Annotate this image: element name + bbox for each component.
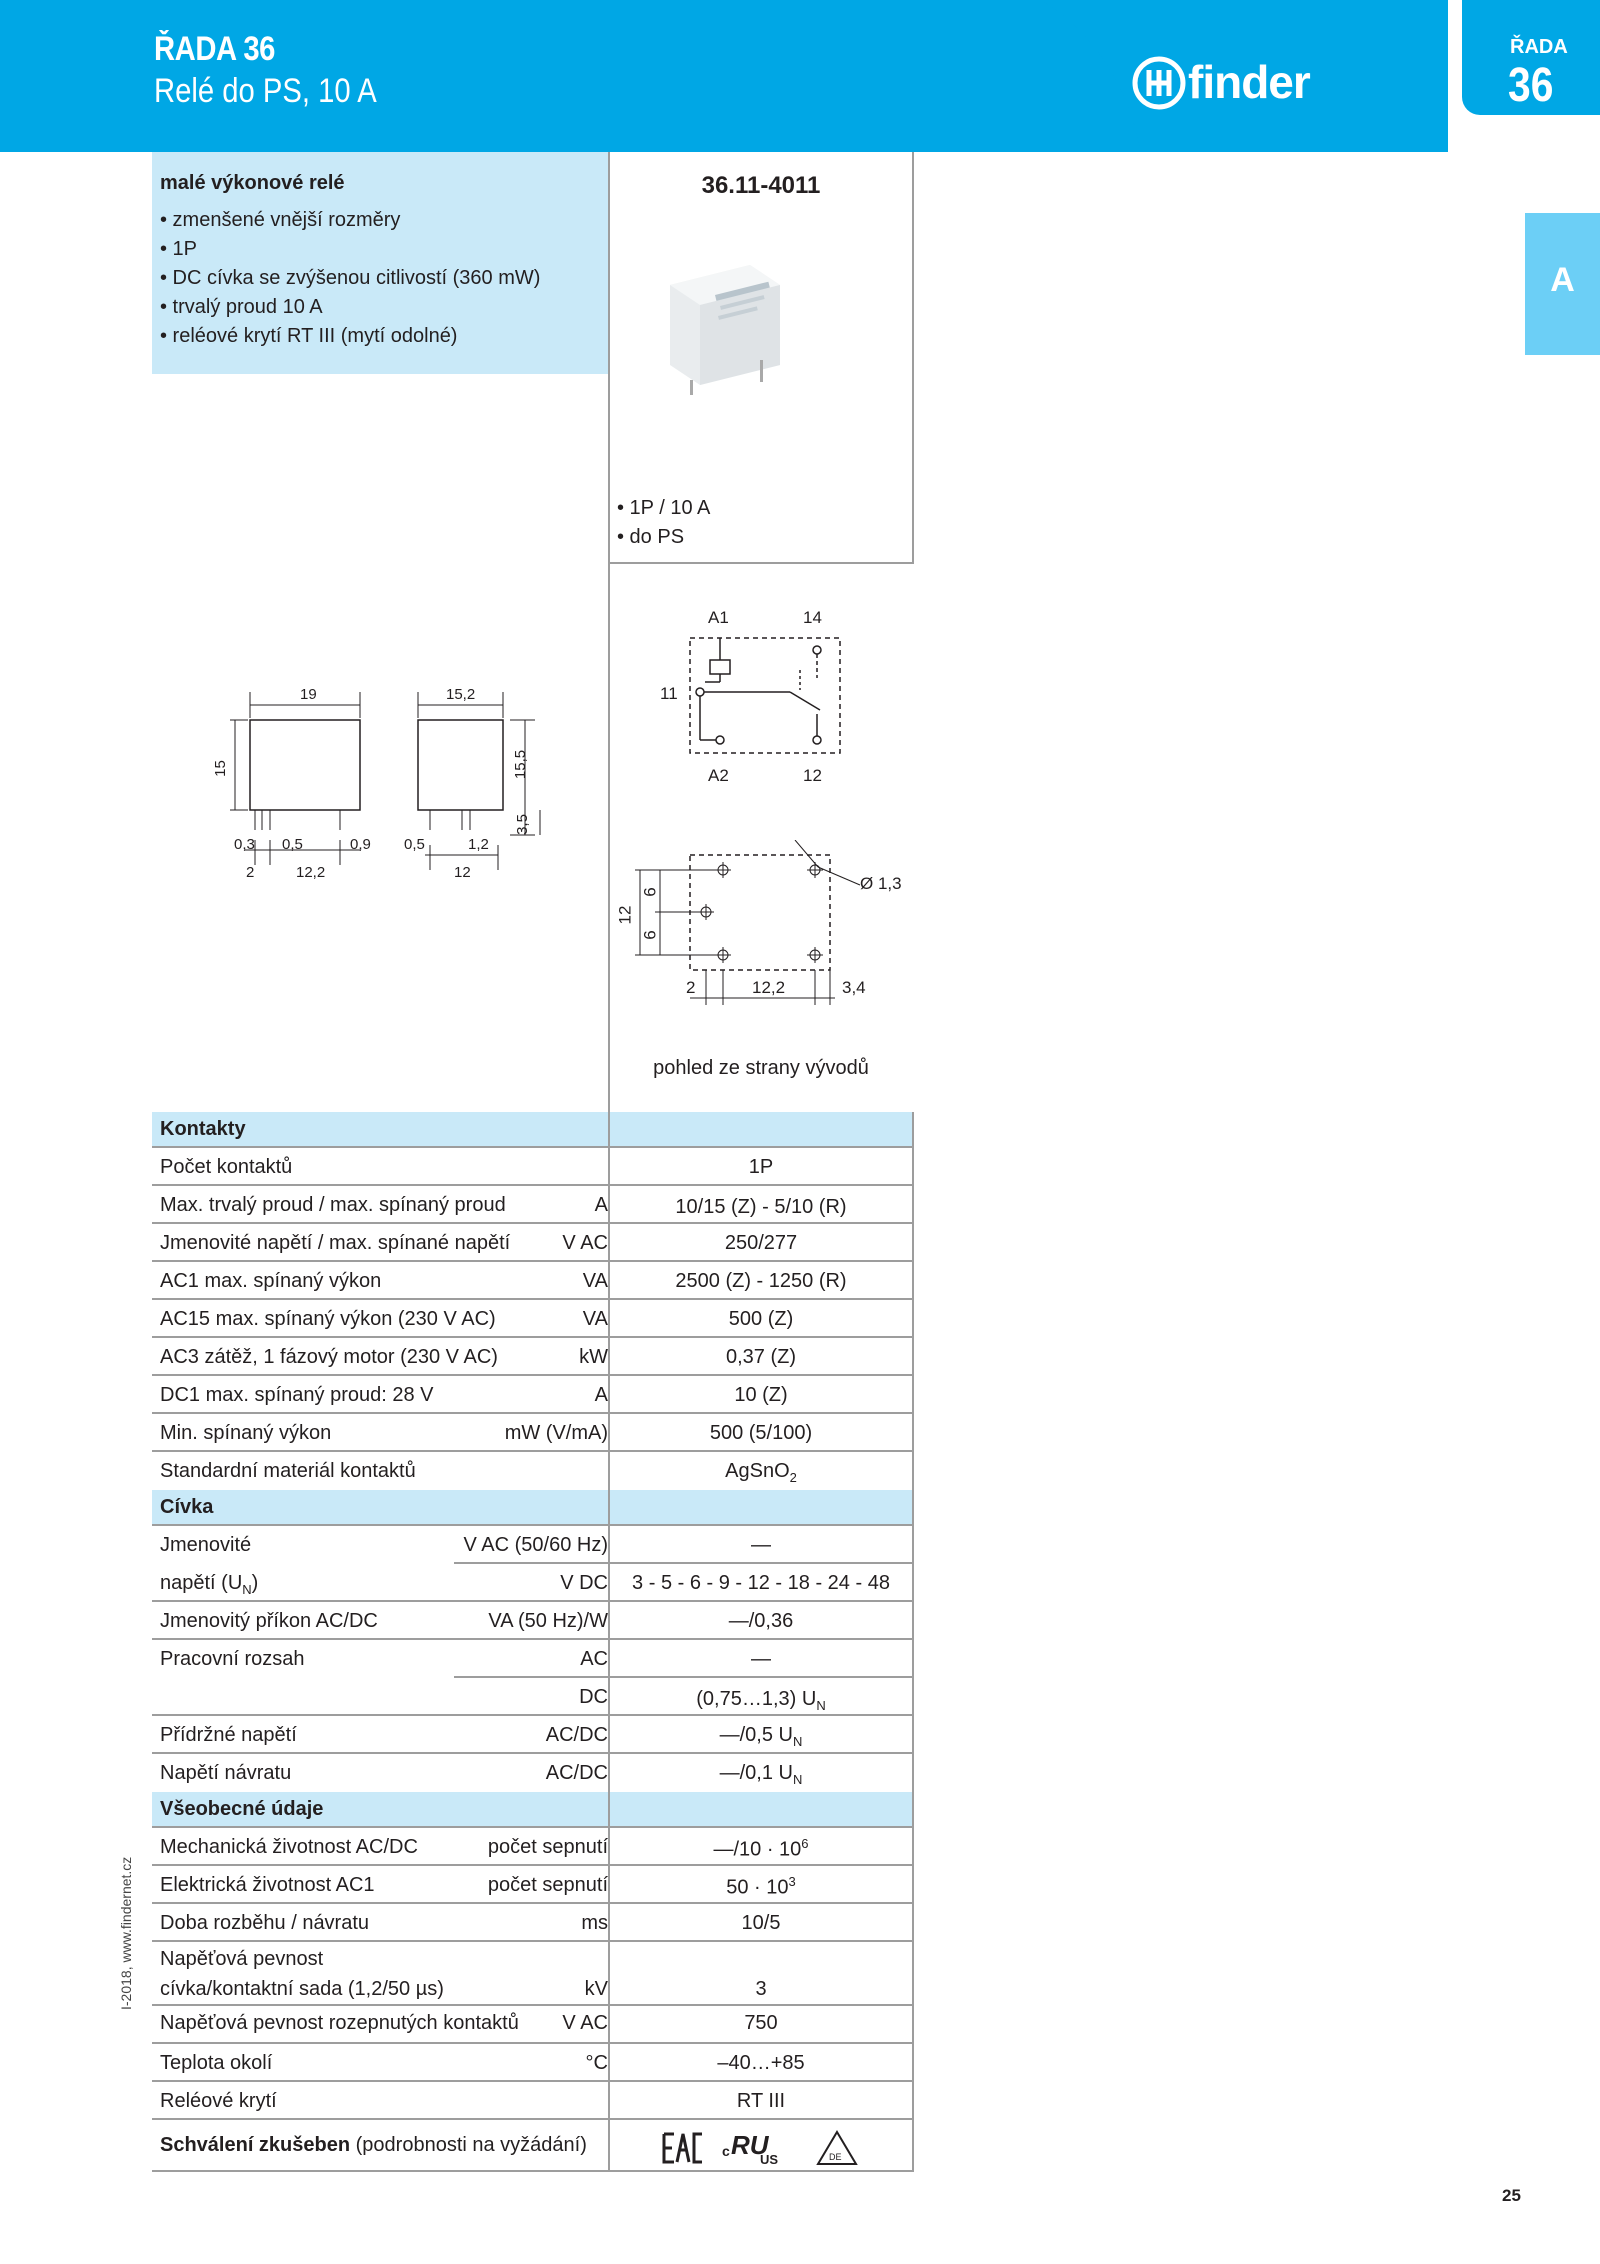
terminal-label: 12 bbox=[803, 766, 822, 785]
terminal-label: 11 bbox=[660, 684, 678, 703]
intro-title: malé výkonové relé bbox=[160, 172, 345, 194]
value-text: —/10 · 10 bbox=[713, 1838, 802, 1861]
row-value: 250/277 bbox=[724, 1232, 798, 1254]
section-tab bbox=[1525, 213, 1600, 355]
row-label: Teplota okolí bbox=[160, 2052, 273, 2074]
side-note: I-2018, www.findernet.cz bbox=[118, 1856, 134, 2010]
row-value: –40…+85 bbox=[717, 2052, 805, 2074]
row-label: Mechanická životnost AC/DC bbox=[160, 1836, 418, 1858]
row-label: AC3 zátěž, 1 fázový motor (230 V AC) bbox=[160, 1346, 498, 1368]
row-unit: V AC (50/60 Hz) bbox=[463, 1534, 608, 1556]
row-unit: AC/DC bbox=[545, 1724, 608, 1746]
intro-feature: • zmenšené vnější rozměry bbox=[160, 209, 401, 231]
value-superscript: 3 bbox=[788, 1874, 796, 1889]
row-value bbox=[608, 1688, 914, 1713]
column-divider bbox=[608, 152, 610, 1172]
row-value: — bbox=[751, 1648, 771, 1670]
row-label: Jmenovité napětí / max. spínané napětí bbox=[160, 1232, 511, 1254]
row-label: Napěťová pevnost rozepnutých kontaktů bbox=[160, 2012, 519, 2034]
value-text: 50 · 10 bbox=[726, 1876, 789, 1899]
row-value: 1P bbox=[748, 1156, 774, 1178]
row-label: DC1 max. spínaný proud: 28 V bbox=[160, 1384, 434, 1406]
dim-label: 15 bbox=[211, 760, 229, 777]
row-unit: V AC bbox=[562, 1232, 608, 1254]
value-text: (0,75…1,3) U bbox=[696, 1688, 817, 1710]
intro-feature: • 1P bbox=[160, 238, 198, 260]
approvals-row bbox=[152, 2120, 914, 2172]
divider bbox=[608, 562, 914, 564]
table-row bbox=[152, 1754, 914, 1792]
approvals-label-bold: Schválení zkušeben bbox=[160, 2134, 351, 2156]
row-value: 0,37 (Z) bbox=[725, 1346, 797, 1368]
row-label: Min. spínaný výkon bbox=[160, 1422, 332, 1444]
row-value: 10/15 (Z) - 5/10 (R) bbox=[675, 1196, 847, 1218]
row-label: Napětí návratu bbox=[160, 1762, 292, 1784]
table-row bbox=[152, 1640, 914, 1678]
row-unit: °C bbox=[585, 2052, 608, 2074]
row-value: 3 bbox=[755, 1978, 767, 2000]
eac-mark-icon bbox=[662, 2132, 706, 2164]
dim-label: 6 bbox=[640, 930, 660, 940]
value-superscript: 6 bbox=[801, 1836, 809, 1851]
header-gap bbox=[1448, 0, 1462, 152]
row-unit: V DC bbox=[560, 1572, 608, 1594]
model-feature: • 1P / 10 A bbox=[617, 497, 711, 519]
section-title: Kontakty bbox=[160, 1118, 246, 1140]
label-subscript: N bbox=[242, 1582, 252, 1597]
table-row bbox=[152, 1186, 914, 1224]
row-value bbox=[608, 1874, 914, 1900]
value-subscript: N bbox=[792, 1772, 803, 1787]
row-label: Max. trvalý proud / max. spínaný proud bbox=[160, 1194, 506, 1216]
svg-text:US: US bbox=[760, 2152, 779, 2166]
dim-label: Ø 1,3 bbox=[860, 874, 902, 893]
section-tab-label: A bbox=[1550, 261, 1575, 299]
vde-mark-icon bbox=[816, 2130, 858, 2166]
dim-label: 15,5 bbox=[512, 749, 530, 780]
row-label-line2: cívka/kontaktní sada (1,2/50 µs) bbox=[160, 1978, 444, 2000]
row-label: Standardní materiál kontaktů bbox=[160, 1460, 416, 1482]
row-value bbox=[608, 1762, 914, 1787]
row-value: 3 - 5 - 6 - 9 - 12 - 18 - 24 - 48 bbox=[632, 1572, 890, 1594]
dim-label: 12,2 bbox=[296, 864, 326, 881]
table-row bbox=[152, 2044, 914, 2082]
series-label: ŘADA bbox=[1510, 36, 1568, 58]
row-unit: kV bbox=[584, 1978, 608, 2000]
dim-label: 0,9 bbox=[350, 836, 371, 853]
table-row bbox=[152, 1866, 914, 1904]
value-text: AgSnO bbox=[725, 1460, 790, 1482]
row-value: — bbox=[751, 1534, 771, 1556]
dim-label: 15,2 bbox=[446, 686, 476, 703]
dim-label: 2 bbox=[246, 864, 255, 881]
series-subtitle: Relé do PS, 10 A bbox=[154, 72, 377, 110]
row-unit: počet sepnutí bbox=[487, 1874, 608, 1896]
ul-mark-icon bbox=[722, 2130, 782, 2166]
dim-label: 3,5 bbox=[513, 814, 531, 835]
table-row bbox=[152, 1602, 914, 1640]
row-value: RT III bbox=[736, 2090, 786, 2112]
approvals-label bbox=[160, 2134, 587, 2157]
header-bottom-right bbox=[1462, 115, 1600, 152]
row-value: 2500 (Z) - 1250 (R) bbox=[675, 1270, 847, 1292]
value-subscript: N bbox=[792, 1734, 803, 1749]
column-divider bbox=[608, 1112, 610, 2172]
table-row bbox=[152, 1564, 914, 1602]
row-label: Jmenovité bbox=[160, 1534, 252, 1556]
view-caption: pohled ze strany vývodů bbox=[653, 1057, 869, 1079]
table-row bbox=[152, 1942, 914, 2006]
row-unit: A bbox=[594, 1194, 608, 1216]
table-row bbox=[152, 1716, 914, 1754]
row-label: Elektrická životnost AC1 bbox=[160, 1874, 375, 1896]
table-row bbox=[152, 2006, 914, 2044]
dim-label: 12,2 bbox=[752, 978, 786, 997]
svg-text:c: c bbox=[722, 2143, 730, 2159]
row-unit: DC bbox=[579, 1686, 608, 1708]
row-label: Jmenovitý příkon AC/DC bbox=[160, 1610, 378, 1632]
dim-label: 0,5 bbox=[404, 836, 425, 853]
intro-features bbox=[160, 206, 540, 351]
row-value: 10/5 bbox=[741, 1912, 781, 1934]
table-row bbox=[152, 1148, 914, 1186]
table-bottom-line bbox=[152, 2170, 914, 2172]
row-unit: VA bbox=[582, 1270, 608, 1292]
table-row bbox=[152, 1414, 914, 1452]
table-row bbox=[152, 2082, 914, 2120]
row-unit: V AC bbox=[562, 2012, 608, 2034]
dim-label: 1,2 bbox=[468, 836, 489, 853]
intro-feature: • trvalý proud 10 A bbox=[160, 296, 323, 318]
value-text: —/0,5 U bbox=[719, 1724, 793, 1746]
model-feature: • do PS bbox=[617, 526, 685, 548]
column-divider bbox=[912, 1112, 914, 2172]
value-text: —/0,1 U bbox=[719, 1762, 793, 1784]
table-row bbox=[152, 1262, 914, 1300]
table-row bbox=[152, 1224, 914, 1262]
approvals-label-rest: (podrobnosti na vyžádání) bbox=[350, 2134, 587, 2156]
dim-label: 3,4 bbox=[842, 978, 866, 997]
row-label: AC1 max. spínaný výkon bbox=[160, 1270, 382, 1292]
model-features bbox=[617, 494, 710, 552]
relay-photo bbox=[660, 250, 790, 400]
row-unit: mW (V/mA) bbox=[504, 1422, 608, 1444]
row-unit: VA (50 Hz)/W bbox=[488, 1610, 608, 1632]
row-value: 750 bbox=[744, 2012, 778, 2034]
label-end: ) bbox=[251, 1572, 259, 1594]
table-row bbox=[152, 1828, 914, 1866]
table-row bbox=[152, 1300, 914, 1338]
value-subscript: 2 bbox=[789, 1470, 797, 1485]
row-label: Napěťová pevnost bbox=[160, 1948, 324, 1970]
value-subscript: N bbox=[816, 1698, 826, 1713]
row-unit: A bbox=[594, 1384, 608, 1406]
table-row bbox=[152, 1376, 914, 1414]
table-row bbox=[152, 1526, 914, 1564]
model-code: 36.11-4011 bbox=[701, 172, 821, 199]
row-value bbox=[608, 1724, 914, 1749]
dim-label: 12 bbox=[454, 864, 471, 881]
row-label: Přídržné napětí bbox=[160, 1724, 297, 1746]
table-section-header bbox=[152, 1792, 914, 1828]
row-value: 500 (5/100) bbox=[709, 1422, 813, 1444]
dim-label: 0,5 bbox=[282, 836, 303, 853]
row-value: —/0,36 bbox=[728, 1610, 794, 1632]
row-value bbox=[608, 1460, 914, 1485]
row-value: 10 (Z) bbox=[734, 1384, 788, 1406]
table-row bbox=[152, 1452, 914, 1490]
table-section-header bbox=[152, 1112, 914, 1148]
brand-name: finder bbox=[1188, 56, 1310, 108]
row-unit: ms bbox=[581, 1912, 608, 1934]
row-label: AC15 max. spínaný výkon (230 V AC) bbox=[160, 1308, 496, 1330]
terminal-label: A1 bbox=[708, 608, 729, 627]
row-unit: VA bbox=[582, 1308, 608, 1330]
row-unit: počet sepnutí bbox=[487, 1836, 608, 1858]
row-label: Počet kontaktů bbox=[160, 1156, 293, 1178]
row-unit: kW bbox=[579, 1346, 608, 1368]
column-divider bbox=[912, 152, 914, 564]
table-section-header bbox=[152, 1490, 914, 1526]
row-unit: AC/DC bbox=[545, 1762, 608, 1784]
intro-feature: • DC cívka se zvýšenou citlivostí (360 mW) bbox=[160, 267, 541, 289]
table-row bbox=[152, 1338, 914, 1376]
wiring-schematic bbox=[680, 630, 850, 760]
terminal-label: A2 bbox=[708, 766, 729, 785]
section-title: Všeobecné údaje bbox=[160, 1798, 324, 1820]
dim-label: 12 bbox=[615, 905, 635, 925]
series-title: ŘADA 36 bbox=[154, 30, 276, 68]
row-value bbox=[608, 1836, 914, 1862]
row-label bbox=[160, 1572, 258, 1597]
row-value: 500 (Z) bbox=[728, 1308, 794, 1330]
dim-label: 0,3 bbox=[234, 836, 255, 853]
row-label: Pracovní rozsah bbox=[160, 1648, 305, 1670]
terminal-label: 14 bbox=[803, 608, 822, 627]
table-row bbox=[152, 1678, 914, 1716]
section-title: Cívka bbox=[160, 1496, 214, 1518]
finder-logo-icon bbox=[1132, 56, 1186, 110]
dim-label: 6 bbox=[640, 887, 660, 897]
label-text: napětí (U bbox=[160, 1572, 243, 1594]
dim-label: 2 bbox=[686, 978, 696, 997]
row-unit: AC bbox=[580, 1648, 608, 1670]
row-label: Reléové krytí bbox=[160, 2090, 277, 2112]
dim-label: 19 bbox=[300, 686, 317, 703]
svg-text:DE: DE bbox=[829, 2152, 842, 2162]
svg-text:RU: RU bbox=[731, 2130, 769, 2160]
table-row bbox=[152, 1904, 914, 1942]
page-number: 25 bbox=[1502, 2186, 1521, 2205]
series-number: 36 bbox=[1508, 59, 1554, 112]
row-label: Doba rozběhu / návratu bbox=[160, 1912, 370, 1934]
intro-feature: • reléové krytí RT III (mytí odolné) bbox=[160, 325, 458, 347]
